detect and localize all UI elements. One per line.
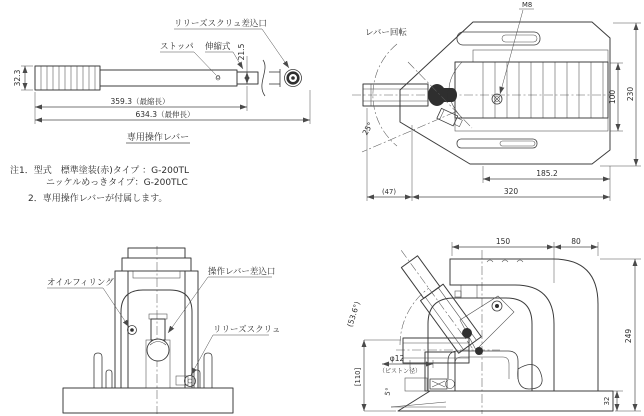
dim-body-length: 185.2: [536, 169, 558, 178]
label-release-screw: リリーズスクリュ: [213, 325, 281, 335]
dim-extended-length: 634.3（最伸長）: [135, 110, 195, 119]
dim-retracted-length: 359.3（最縮長）: [110, 97, 170, 106]
label-oil-filling: オイルフィリング: [47, 278, 114, 288]
dim-overall-height: 249: [624, 328, 633, 344]
label-release-screw-socket: リリーズスクリュ差込口: [174, 19, 267, 29]
dim-lever-angle: (53.6°): [345, 300, 362, 329]
side-view-geometry: [390, 242, 613, 414]
label-lever-rotation: レバー回転: [365, 28, 407, 38]
dim-tube-size: 21.5: [237, 43, 246, 61]
lever-drawing: [13, 18, 310, 143]
top-view-labels: [361, 1, 534, 137]
front-view-drawing: [47, 246, 280, 414]
label-telescopic: 伸縮式: [205, 42, 231, 52]
top-view-drawing: [352, 1, 641, 201]
lever-dimensions: [13, 43, 310, 124]
dim-head-width: 80: [571, 237, 581, 246]
dim-piston-diameter: φ12: [389, 354, 405, 363]
dim-piston-diameter-note: （ピストン径）: [378, 368, 422, 375]
lever-caption: 専用操作レバー: [126, 133, 190, 143]
notes-block: [10, 164, 189, 204]
side-view-dimensions: [345, 237, 641, 411]
lever-geometry: [35, 60, 302, 96]
side-view-drawing: [345, 237, 641, 414]
dim-claw-height: [110]: [354, 367, 362, 387]
dim-base-height: 32: [603, 396, 611, 406]
dim-socket-offset: (47): [382, 188, 396, 196]
label-lever-socket: 操作レバー差込口: [208, 267, 276, 277]
lever-labels: [126, 18, 289, 143]
note-line-2: ニッケルめっきタイプ：G-200TLC: [46, 178, 188, 188]
dim-tilt-angle: 5°: [383, 387, 393, 397]
top-view-dimensions: [367, 23, 641, 201]
note-line-3: 2．専用操作レバーが付属します。: [28, 194, 168, 204]
label-stopper: ストッパ: [160, 42, 194, 52]
dim-grip-diameter: 32.3: [13, 69, 22, 87]
dim-overall-width: 230: [626, 86, 635, 102]
note-line-1: 注1．型式 標準塗装(赤)タイプ ：G-200TL: [10, 166, 190, 176]
dim-body-width: 150: [495, 237, 511, 246]
dim-inner-width: 100: [608, 89, 617, 105]
top-view-geometry: [352, 22, 614, 164]
dim-rotation-angle: 25°: [360, 120, 376, 137]
label-m8-thread: M8: [522, 1, 533, 9]
dim-overall-length: 320: [503, 187, 519, 196]
